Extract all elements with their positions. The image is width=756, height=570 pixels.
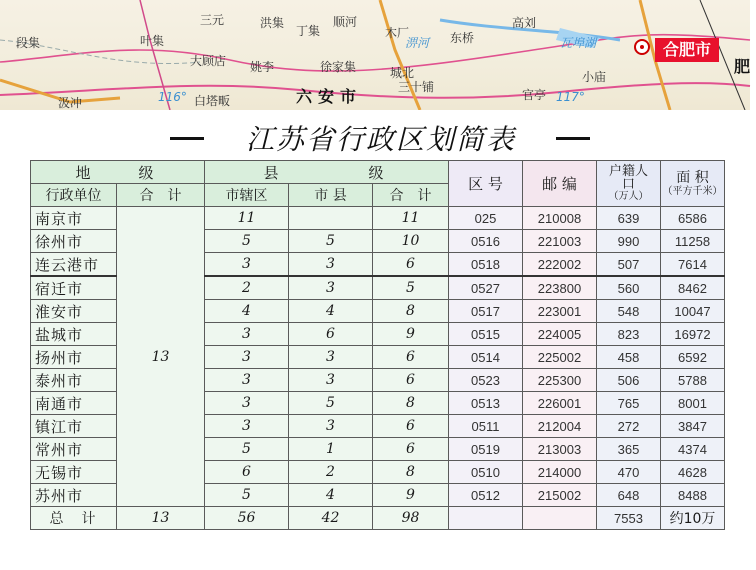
cell-subtotal: 6 <box>373 415 449 438</box>
total-prefectures: 13 <box>117 507 205 530</box>
cell-population: 648 <box>597 484 661 507</box>
cell-subtotal: 10 <box>373 230 449 253</box>
cell-districts: 5 <box>205 230 289 253</box>
map-label: 肥 <box>734 57 756 76</box>
cell-population: 765 <box>597 392 661 415</box>
cell-districts: 3 <box>205 392 289 415</box>
longitude-label: 116° <box>158 90 187 104</box>
cell-area-code: 0516 <box>449 230 523 253</box>
area-header <box>661 161 725 207</box>
cell-name: 连云港市 <box>31 253 117 277</box>
cell-county-cities: 5 <box>289 230 373 253</box>
cell-districts: 3 <box>205 415 289 438</box>
map-label: 三元 <box>200 13 225 27</box>
cell-name: 常州市 <box>31 438 117 461</box>
cell-districts: 3 <box>205 369 289 392</box>
cell-name: 盐城市 <box>31 323 117 346</box>
cell-area-code: 0511 <box>449 415 523 438</box>
cell-postcode: 215002 <box>523 484 597 507</box>
cell-area-code: 0512 <box>449 484 523 507</box>
map-label: 东桥 <box>450 31 475 45</box>
lake-label: 瓦埠湖 <box>560 36 597 50</box>
cell-population: 458 <box>597 346 661 369</box>
cell-county-cities: 4 <box>289 300 373 323</box>
cell-area: 7614 <box>661 253 725 277</box>
cell-districts: 6 <box>205 461 289 484</box>
cell-county-cities: 3 <box>289 346 373 369</box>
cell-area: 4628 <box>661 461 725 484</box>
cell-postcode: 224005 <box>523 323 597 346</box>
cell-area: 8462 <box>661 276 725 300</box>
total-population: 7553 <box>597 507 661 530</box>
cell-area-code: 0518 <box>449 253 523 277</box>
city-label-luan: 六安市 <box>296 87 363 106</box>
cell-area-code: 0510 <box>449 461 523 484</box>
cell-districts: 5 <box>205 484 289 507</box>
cell-subtotal: 9 <box>373 323 449 346</box>
cell-postcode: 214000 <box>523 461 597 484</box>
cell-county-cities: 3 <box>289 253 373 277</box>
cell-county-cities: 6 <box>289 323 373 346</box>
cell-population: 560 <box>597 276 661 300</box>
map-label: 大顾店 <box>190 54 227 68</box>
cell-postcode: 223800 <box>523 276 597 300</box>
map-label: 丁集 <box>296 24 321 38</box>
subtotal-header: 合 计 <box>117 184 205 207</box>
cell-county-cities: 3 <box>289 415 373 438</box>
unit-header: 行政单位 <box>31 184 117 207</box>
total-county-cities: 42 <box>289 507 373 530</box>
cell-subtotal: 5 <box>373 276 449 300</box>
map-label: 段集 <box>16 36 41 50</box>
background-map <box>0 0 756 110</box>
cell-area: 11258 <box>661 230 725 253</box>
cell-subtotal: 6 <box>373 253 449 277</box>
cell-area-code: 025 <box>449 207 523 230</box>
cell-area: 16972 <box>661 323 725 346</box>
cell-name: 徐州市 <box>31 230 117 253</box>
cell-name: 泰州市 <box>31 369 117 392</box>
cell-postcode: 213003 <box>523 438 597 461</box>
total-area: 约10万 <box>661 507 725 530</box>
cell-county-cities: 3 <box>289 369 373 392</box>
cell-area-code: 0519 <box>449 438 523 461</box>
cell-districts: 3 <box>205 323 289 346</box>
total-label: 总 计 <box>31 507 117 530</box>
cell-area-code: 0515 <box>449 323 523 346</box>
cell-name: 南京市 <box>31 207 117 230</box>
cell-county-cities: 5 <box>289 392 373 415</box>
map-label: 小庙 <box>582 70 607 84</box>
cell-name: 镇江市 <box>31 415 117 438</box>
cell-subtotal: 6 <box>373 438 449 461</box>
cell-area: 10047 <box>661 300 725 323</box>
cell-area: 4374 <box>661 438 725 461</box>
population-header-label: 户籍人口 <box>608 164 648 192</box>
cell-districts: 2 <box>205 276 289 300</box>
division-table <box>30 160 725 530</box>
cell-area: 6592 <box>661 346 725 369</box>
cell-name: 扬州市 <box>31 346 117 369</box>
cell-population: 470 <box>597 461 661 484</box>
map-label: 白塔畈 <box>194 94 231 108</box>
map-label: 高刘 <box>512 16 537 30</box>
total-postcode <box>523 507 597 530</box>
city-badge-hefei: 合肥市 <box>655 38 719 62</box>
cell-subtotal: 8 <box>373 392 449 415</box>
cell-population: 823 <box>597 323 661 346</box>
cell-postcode: 225300 <box>523 369 597 392</box>
cell-districts: 5 <box>205 438 289 461</box>
cell-area-code: 0514 <box>449 346 523 369</box>
total-districts: 56 <box>205 507 289 530</box>
population-header <box>597 161 661 207</box>
table-title: 江苏省行政区划简表 <box>245 123 516 156</box>
total-area-code <box>449 507 523 530</box>
cell-area: 6586 <box>661 207 725 230</box>
cell-area: 8001 <box>661 392 725 415</box>
cell-postcode: 221003 <box>523 230 597 253</box>
cell-name: 宿迁市 <box>31 276 117 300</box>
cell-population: 272 <box>597 415 661 438</box>
cell-name: 苏州市 <box>31 484 117 507</box>
map-label: 木厂 <box>385 26 410 40</box>
cell-prefecture-total: 13 <box>117 207 205 507</box>
cell-subtotal: 6 <box>373 369 449 392</box>
map-lines <box>0 0 750 110</box>
cell-subtotal: 9 <box>373 484 449 507</box>
cell-population: 990 <box>597 230 661 253</box>
area-unit: （平方千米） <box>662 185 723 197</box>
cell-districts: 3 <box>205 346 289 369</box>
cell-population: 639 <box>597 207 661 230</box>
cell-county-cities: 4 <box>289 484 373 507</box>
cell-area: 3847 <box>661 415 725 438</box>
river-label: 淠河 <box>405 36 430 50</box>
area-header-label: 面 积 <box>676 169 709 186</box>
cell-subtotal: 6 <box>373 346 449 369</box>
map-label: 姚李 <box>250 60 275 74</box>
cell-area: 5788 <box>661 369 725 392</box>
total-row <box>31 507 725 530</box>
cell-subtotal: 11 <box>373 207 449 230</box>
cell-area-code: 0523 <box>449 369 523 392</box>
map-label: 三十铺 <box>398 80 435 94</box>
cell-subtotal: 8 <box>373 461 449 484</box>
cell-county-cities <box>289 207 373 230</box>
districts-header: 市辖区 <box>205 184 289 207</box>
cell-postcode: 210008 <box>523 207 597 230</box>
map-label: 顺河 <box>333 15 358 29</box>
cell-name: 南通市 <box>31 392 117 415</box>
table-row <box>31 207 725 230</box>
table-panel <box>16 110 746 570</box>
cell-county-cities: 1 <box>289 438 373 461</box>
county-header: 县 级 <box>205 161 449 184</box>
map-label: 叶集 <box>140 34 165 48</box>
prefecture-header: 地 级 <box>31 161 205 184</box>
postcode-header: 邮 编 <box>523 161 597 207</box>
cell-area: 8488 <box>661 484 725 507</box>
cell-districts: 4 <box>205 300 289 323</box>
map-label: 官亭 <box>522 88 547 102</box>
population-unit: （万人） <box>608 191 649 202</box>
cell-postcode: 222002 <box>523 253 597 277</box>
cell-postcode: 223001 <box>523 300 597 323</box>
cell-districts: 11 <box>205 207 289 230</box>
cell-name: 淮安市 <box>31 300 117 323</box>
cell-postcode: 226001 <box>523 392 597 415</box>
map-label: 洪集 <box>260 16 285 30</box>
capital-marker-icon <box>634 39 650 55</box>
cell-subtotal: 8 <box>373 300 449 323</box>
area-code-header: 区 号 <box>449 161 523 207</box>
cell-county-cities: 3 <box>289 276 373 300</box>
map-label: 汲冲 <box>58 96 83 110</box>
map-label: 城北 <box>390 66 415 80</box>
cell-districts: 3 <box>205 253 289 277</box>
cell-area-code: 0513 <box>449 392 523 415</box>
county-subtotal-header: 合 计 <box>373 184 449 207</box>
cell-population: 507 <box>597 253 661 277</box>
longitude-label: 117° <box>556 90 585 104</box>
cell-population: 548 <box>597 300 661 323</box>
cell-county-cities: 2 <box>289 461 373 484</box>
county-cities-header: 市 县 <box>289 184 373 207</box>
cell-population: 365 <box>597 438 661 461</box>
header-row-1 <box>31 161 725 184</box>
cell-area-code: 0517 <box>449 300 523 323</box>
title-dash-right <box>556 137 590 140</box>
cell-postcode: 225002 <box>523 346 597 369</box>
cell-area-code: 0527 <box>449 276 523 300</box>
title-row <box>16 110 746 162</box>
cell-postcode: 212004 <box>523 415 597 438</box>
cell-name: 无锡市 <box>31 461 117 484</box>
map-label: 徐家集 <box>320 60 357 74</box>
total-subtotal: 98 <box>373 507 449 530</box>
cell-population: 506 <box>597 369 661 392</box>
